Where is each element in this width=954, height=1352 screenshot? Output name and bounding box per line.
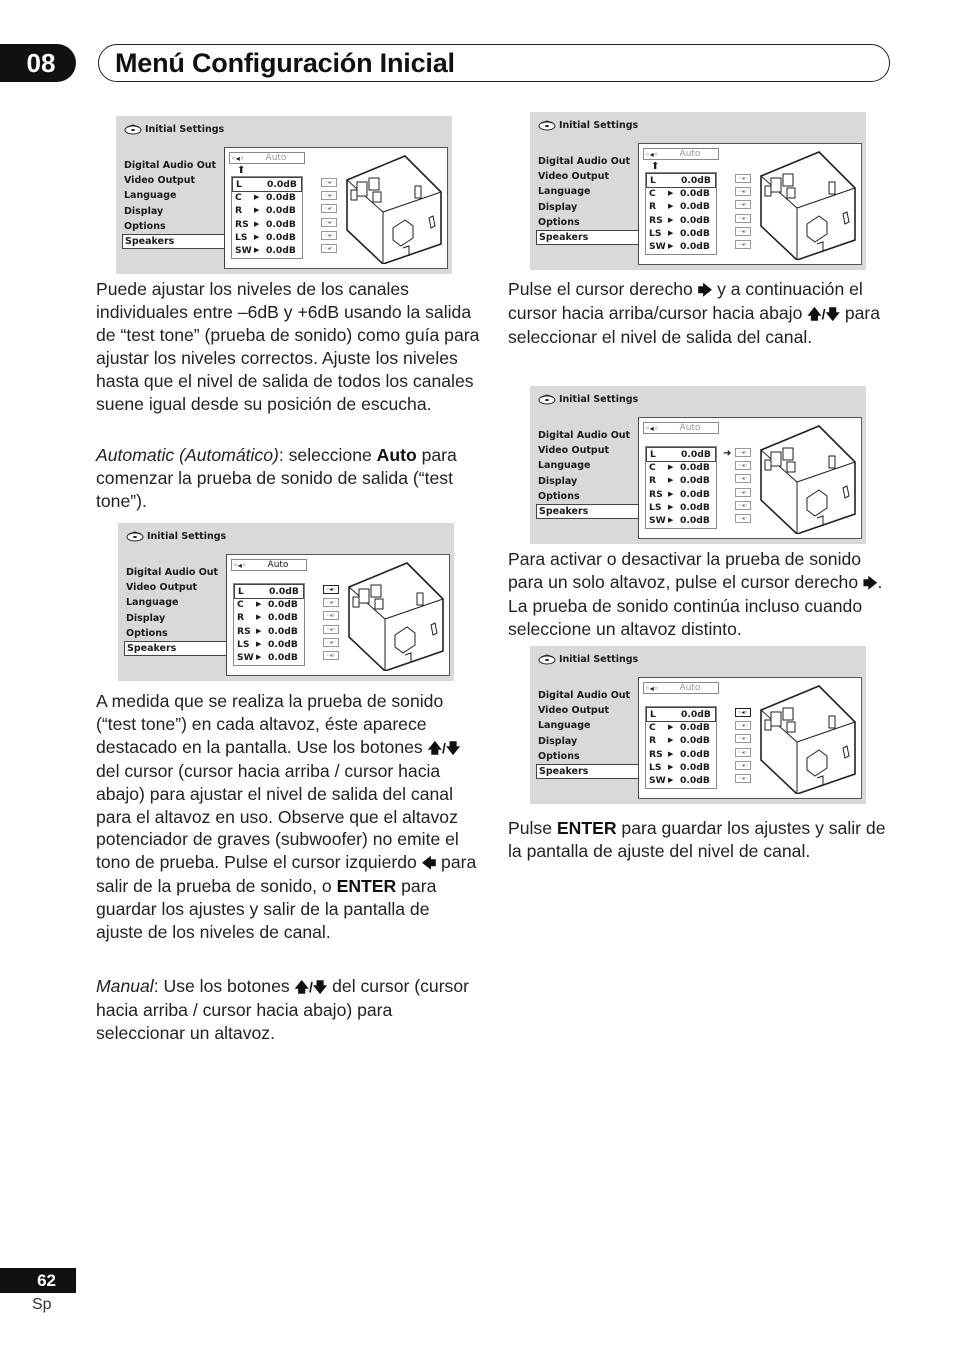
- auto-button[interactable]: [229, 152, 305, 164]
- menu-item[interactable]: Digital Audio Out: [538, 690, 631, 701]
- auto-label: Auto: [679, 149, 701, 159]
- menu-item[interactable]: Language: [538, 720, 591, 732]
- right-arrow-icon: ▶: [254, 193, 260, 202]
- channel-name: L: [650, 175, 656, 186]
- test-tone-toggle[interactable]: ◦◂◦: [735, 761, 751, 770]
- test-tone-toggle[interactable]: ◦◂◦: [321, 178, 337, 187]
- enter-keyword: ENTER: [336, 876, 397, 897]
- auto-button[interactable]: [231, 559, 307, 571]
- language-code: Sp: [32, 1296, 52, 1313]
- channel-name: RS: [649, 748, 663, 760]
- right-arrow-icon: ▶: [256, 613, 262, 622]
- right-arrow-icon: 🡆: [863, 574, 878, 591]
- test-tone-toggle[interactable]: ◦◂◦: [323, 651, 339, 660]
- channel-row[interactable]: [646, 774, 716, 787]
- channel-value: 0.0dB: [680, 774, 710, 786]
- menu-item[interactable]: Video Output: [538, 445, 610, 457]
- menu-item[interactable]: Video Output: [538, 171, 610, 183]
- test-tone-toggle[interactable]: ◦◂◦: [735, 227, 751, 236]
- test-tone-toggle[interactable]: ◦◂◦: [321, 244, 337, 253]
- test-tone-toggle[interactable]: ◦◂◦: [321, 231, 337, 240]
- intro-paragraph: Puede ajustar los niveles de los canales individuales entre –6dB y +6dB usando la salida de “test tone” (prueba de sonido) como guía para ajustar los niveles correctos. Ajuste los niveles hasta que el nivel de salida de todos los canales suene igual desde su posición de escucha.: [96, 279, 480, 414]
- channel-row[interactable]: [232, 244, 302, 257]
- channel-name: L: [238, 586, 244, 597]
- screen-title: [126, 531, 226, 542]
- right-arrow-icon: ▶: [256, 600, 262, 609]
- text: Pulse el cursor derecho: [508, 279, 698, 299]
- right-arrow-icon: ▶: [254, 232, 260, 241]
- screen-1: [116, 116, 452, 274]
- right-arrow-icon: ▶: [668, 202, 674, 211]
- channel-name: C: [237, 599, 244, 611]
- channel-value: 0.0dB: [680, 761, 710, 773]
- channel-row[interactable]: [646, 514, 716, 527]
- right-cursor-paragraph: [508, 278, 892, 349]
- channel-value: 0.0dB: [680, 514, 710, 526]
- channel-row[interactable]: [647, 448, 715, 461]
- screen-title: [538, 654, 638, 665]
- right-arrow-icon: ➜: [723, 448, 732, 459]
- channel-row[interactable]: [234, 611, 304, 624]
- channel-row[interactable]: [232, 191, 302, 204]
- channel-value: 0.0dB: [681, 709, 711, 720]
- right-arrow-icon: ▶: [668, 463, 674, 472]
- menu-item[interactable]: Speakers: [122, 234, 230, 249]
- test-tone-toggle[interactable]: ◦◂◦: [735, 501, 751, 510]
- channel-row[interactable]: [234, 598, 304, 611]
- channel-name: RS: [235, 218, 249, 230]
- text: : Use los botones: [153, 976, 295, 996]
- test-tone-toggle[interactable]: ◦◂◦: [321, 204, 337, 213]
- test-tone-toggle[interactable]: ◦◂◦: [735, 448, 751, 457]
- auto-label: Auto: [265, 153, 287, 163]
- screen-3: [530, 112, 866, 270]
- channel-list: [645, 172, 717, 255]
- channel-value: 0.0dB: [681, 449, 711, 460]
- screen-title-label: Initial Settings: [147, 531, 227, 542]
- auto-button[interactable]: [643, 148, 719, 160]
- test-tone-paragraph: [96, 690, 480, 944]
- channel-value: 0.0dB: [266, 244, 296, 256]
- channel-name: R: [237, 612, 245, 624]
- test-tone-toggle[interactable]: ◦◂◦: [735, 774, 751, 783]
- channel-name: LS: [649, 501, 662, 513]
- menu-item[interactable]: Language: [126, 597, 179, 609]
- test-tone-toggle[interactable]: ◦◂◦: [735, 488, 751, 497]
- auto-label: Auto: [679, 423, 701, 433]
- screen-title: [538, 394, 638, 405]
- channel-row[interactable]: [232, 231, 302, 244]
- channel-row[interactable]: [235, 585, 303, 598]
- toggle-paragraph: [508, 548, 892, 641]
- right-arrow-icon: ▶: [668, 736, 674, 745]
- automatic-label: Automatic (Automático): [96, 445, 279, 465]
- channel-value: 0.0dB: [266, 218, 296, 230]
- menu-item[interactable]: Language: [124, 190, 177, 202]
- channel-name: RS: [649, 488, 663, 500]
- menu-item[interactable]: Options: [538, 750, 580, 762]
- channel-value: 0.0dB: [680, 227, 710, 239]
- channel-row[interactable]: [647, 708, 715, 721]
- text: para salir de la prueba de sonido, o: [96, 852, 477, 897]
- settings-menu: [122, 158, 230, 249]
- channel-value: 0.0dB: [266, 231, 296, 243]
- channel-name: RS: [649, 214, 663, 226]
- channel-value: 0.0dB: [268, 599, 298, 611]
- settings-menu: [536, 154, 644, 245]
- channel-value: 0.0dB: [269, 586, 299, 597]
- channel-value: 0.0dB: [680, 462, 710, 474]
- manual-paragraph: [96, 975, 480, 1045]
- test-tone-toggle[interactable]: ◦◂◦: [735, 187, 751, 196]
- channel-value: 0.0dB: [268, 625, 298, 637]
- channel-row[interactable]: [234, 638, 304, 651]
- test-tone-toggle[interactable]: ◦◂◦: [735, 748, 751, 757]
- right-arrow-icon: ▶: [668, 241, 674, 250]
- speaker-icon: ◦◂◦: [233, 560, 247, 570]
- right-arrow-icon: ▶: [668, 723, 674, 732]
- right-arrow-icon: ▶: [668, 215, 674, 224]
- channel-row[interactable]: [647, 174, 715, 187]
- room-illustration-icon: [345, 559, 445, 671]
- page-title: Menú Configuración Inicial: [115, 47, 455, 78]
- speaker-panel: [638, 677, 862, 799]
- text: y a continuación el cursor hacia arriba/cursor hacia abajo: [508, 279, 863, 323]
- channel-row[interactable]: [232, 204, 302, 217]
- menu-item[interactable]: Display: [538, 735, 578, 747]
- menu-item[interactable]: Language: [538, 460, 591, 472]
- right-arrow-icon: ▶: [256, 626, 262, 635]
- title-box: [98, 44, 890, 82]
- channel-value: 0.0dB: [268, 638, 298, 650]
- room-illustration-icon: [757, 682, 857, 794]
- speaker-icon: ◦◂◦: [645, 423, 659, 433]
- screen-5: [530, 646, 866, 804]
- channel-row[interactable]: [646, 721, 716, 734]
- room-illustration-icon: [343, 152, 443, 264]
- menu-item[interactable]: Digital Audio Out: [126, 567, 219, 578]
- speaker-icon: ◦◂◦: [231, 153, 245, 163]
- channel-name: SW: [649, 240, 666, 252]
- disc-icon: [538, 394, 556, 405]
- channel-name: SW: [235, 244, 252, 256]
- menu-item[interactable]: Video Output: [126, 582, 198, 594]
- chapter-number: 08: [0, 44, 76, 82]
- channel-value: 0.0dB: [680, 501, 710, 513]
- menu-item[interactable]: Video Output: [124, 175, 196, 187]
- channel-name: C: [649, 722, 656, 734]
- settings-menu: [536, 688, 644, 779]
- test-tone-toggle[interactable]: ◦◂◦: [735, 514, 751, 523]
- text: para comenzar la prueba de sonido de salida (“test tone”).: [96, 445, 457, 511]
- screen-title-label: Initial Settings: [559, 120, 639, 131]
- auto-label: Auto: [679, 683, 701, 693]
- right-arrow-icon: ▶: [668, 189, 674, 198]
- speaker-icon: ◦◂◦: [645, 683, 659, 693]
- text: del cursor (cursor hacia arriba / cursor hacia abajo) para ajustar el nivel de salida del canal para el altavoz en uso. Observe que el altavoz potenciador de graves (subwoofer) no emite el tono de prueba. Pulse el cursor izquierdo: [96, 760, 459, 873]
- screen-title: [124, 124, 224, 135]
- speaker-panel: [638, 143, 862, 265]
- disc-icon: [126, 531, 144, 542]
- page-number: 62: [0, 1268, 76, 1293]
- channel-value: 0.0dB: [680, 735, 710, 747]
- right-arrow-icon: ▶: [256, 652, 262, 661]
- channel-name: C: [649, 188, 656, 200]
- menu-item[interactable]: Digital Audio Out: [538, 430, 631, 441]
- menu-item[interactable]: Display: [124, 205, 164, 217]
- text: A medida que se realiza la prueba de sonido (“test tone”) en cada altavoz, éste aparece destacado en la pantalla. Use los botones: [96, 691, 444, 757]
- channel-value: 0.0dB: [268, 651, 298, 663]
- channel-row[interactable]: [646, 227, 716, 240]
- channel-value: 0.0dB: [680, 488, 710, 500]
- manual-label: Manual: [96, 976, 154, 996]
- channel-value: 0.0dB: [268, 612, 298, 624]
- text: : seleccione: [278, 445, 377, 465]
- channel-row[interactable]: [646, 734, 716, 747]
- channel-row[interactable]: [646, 488, 716, 501]
- channel-name: LS: [649, 761, 662, 773]
- right-arrow-icon: ▶: [256, 639, 262, 648]
- save-paragraph: [508, 817, 892, 863]
- channel-row[interactable]: [233, 178, 301, 191]
- channel-name: L: [650, 449, 656, 460]
- test-tone-toggle[interactable]: ◦◂◦: [735, 734, 751, 743]
- screen-title: [538, 120, 638, 131]
- channel-value: 0.0dB: [680, 188, 710, 200]
- menu-item[interactable]: Speakers: [536, 504, 644, 519]
- menu-item[interactable]: Options: [124, 220, 166, 232]
- channel-list: [231, 176, 303, 259]
- right-arrow-icon: ▶: [668, 775, 674, 784]
- menu-item[interactable]: Video Output: [538, 705, 610, 717]
- settings-menu: [124, 565, 232, 656]
- menu-item[interactable]: Speakers: [124, 641, 232, 656]
- channel-name: SW: [237, 651, 254, 663]
- channel-row[interactable]: [646, 761, 716, 774]
- right-arrow-icon: [669, 448, 679, 461]
- channel-row[interactable]: [646, 474, 716, 487]
- test-tone-toggle[interactable]: ◦◂◦: [735, 174, 751, 183]
- up-arrow-icon: ⬆: [651, 161, 660, 172]
- test-tone-toggle[interactable]: ◦◂◦: [735, 240, 751, 249]
- channel-row[interactable]: [646, 240, 716, 253]
- automatic-paragraph: [96, 444, 480, 513]
- right-arrow-icon: [255, 178, 265, 191]
- menu-item[interactable]: Display: [538, 475, 578, 487]
- channel-value: 0.0dB: [680, 240, 710, 252]
- channel-value: 0.0dB: [681, 175, 711, 186]
- channel-name: L: [236, 179, 242, 190]
- channel-row[interactable]: [646, 461, 716, 474]
- test-tone-toggle[interactable]: ◦◂◦: [323, 585, 339, 594]
- text: del cursor (cursor hacia arriba / cursor hacia abajo) para seleccionar un altavoz.: [96, 976, 469, 1043]
- channel-name: C: [649, 462, 656, 474]
- channel-value: 0.0dB: [680, 722, 710, 734]
- screen-title-label: Initial Settings: [145, 124, 225, 135]
- test-tone-toggle[interactable]: ◦◂◦: [735, 474, 751, 483]
- right-arrow-icon: ▶: [668, 502, 674, 511]
- text: para guardar los ajustes y salir de la pantalla de ajuste de los niveles de canal.: [96, 876, 437, 943]
- channel-name: LS: [237, 638, 250, 650]
- right-arrow-icon: 🡆: [697, 282, 713, 298]
- right-arrow-icon: ▶: [668, 762, 674, 771]
- channel-name: SW: [649, 514, 666, 526]
- channel-row[interactable]: [646, 501, 716, 514]
- screen-title-label: Initial Settings: [559, 654, 639, 665]
- test-tone-toggle[interactable]: ◦◂◦: [321, 218, 337, 227]
- speaker-panel: [226, 554, 450, 676]
- menu-item[interactable]: Speakers: [536, 230, 644, 245]
- enter-keyword: ENTER: [556, 818, 617, 838]
- room-illustration-icon: [757, 148, 857, 260]
- channel-name: L: [650, 709, 656, 720]
- text: Para activar o desactivar la prueba de sonido para un solo altavoz, pulse el cursor derecho: [508, 549, 864, 592]
- auto-button[interactable]: [643, 682, 719, 694]
- text: . La prueba de sonido continúa incluso cuando seleccione un altavoz distinto.: [508, 571, 883, 639]
- channel-value: 0.0dB: [266, 192, 296, 204]
- channel-list: [645, 706, 717, 789]
- right-arrow-icon: [257, 585, 267, 598]
- test-tone-toggle[interactable]: ◦◂◦: [735, 461, 751, 470]
- channel-value: 0.0dB: [680, 201, 710, 213]
- menu-item[interactable]: Options: [126, 627, 168, 639]
- speaker-icon: ◦◂◦: [645, 149, 659, 159]
- test-tone-toggle[interactable]: ◦◂◦: [323, 638, 339, 647]
- test-tone-toggle[interactable]: ◦◂◦: [323, 625, 339, 634]
- channel-name: LS: [235, 231, 248, 243]
- channel-value: 0.0dB: [267, 179, 297, 190]
- channel-value: 0.0dB: [680, 475, 710, 487]
- channel-row[interactable]: [646, 200, 716, 213]
- channel-value: 0.0dB: [680, 748, 710, 760]
- test-tone-toggle[interactable]: ◦◂◦: [735, 200, 751, 209]
- right-arrow-icon: ▶: [668, 749, 674, 758]
- speaker-panel: [638, 417, 862, 539]
- disc-icon: [538, 654, 556, 665]
- channel-row[interactable]: [646, 214, 716, 227]
- channel-row[interactable]: [234, 625, 304, 638]
- right-arrow-icon: ▶: [254, 219, 260, 228]
- channel-row[interactable]: [646, 187, 716, 200]
- channel-row[interactable]: [234, 651, 304, 664]
- up-down-arrow-icon: 🡅/🡇: [807, 305, 840, 322]
- menu-item[interactable]: Language: [538, 186, 591, 198]
- settings-menu: [536, 428, 644, 519]
- channel-name: RS: [237, 625, 251, 637]
- right-arrow-icon: ▶: [254, 245, 260, 254]
- test-tone-toggle[interactable]: ◦◂◦: [323, 598, 339, 607]
- menu-item[interactable]: Display: [538, 201, 578, 213]
- right-arrow-icon: ▶: [668, 476, 674, 485]
- test-tone-toggle[interactable]: ◦◂◦: [735, 708, 751, 717]
- right-arrow-icon: ▶: [668, 228, 674, 237]
- channel-name: R: [649, 201, 657, 213]
- text: Pulse: [508, 818, 557, 838]
- speaker-panel: [224, 147, 448, 269]
- disc-icon: [124, 124, 142, 135]
- right-arrow-icon: ▶: [254, 206, 260, 215]
- up-down-arrow-icon: 🡅/🡇: [427, 739, 461, 756]
- menu-item[interactable]: Options: [538, 216, 580, 228]
- menu-item[interactable]: Digital Audio Out: [538, 156, 631, 167]
- channel-name: R: [649, 735, 657, 747]
- room-illustration-icon: [757, 422, 857, 534]
- auto-keyword: Auto: [376, 445, 417, 465]
- channel-list: [233, 583, 305, 666]
- menu-item[interactable]: Speakers: [536, 764, 644, 779]
- screen-title-label: Initial Settings: [559, 394, 639, 405]
- up-arrow-icon: ⬆: [237, 165, 246, 176]
- channel-value: 0.0dB: [266, 205, 296, 217]
- menu-item[interactable]: Display: [126, 612, 166, 624]
- text: para seleccionar el nivel de salida del canal.: [508, 302, 881, 347]
- channel-row[interactable]: [646, 748, 716, 761]
- menu-item[interactable]: Digital Audio Out: [124, 160, 217, 171]
- test-tone-toggle[interactable]: ◦◂◦: [735, 721, 751, 730]
- auto-label: Auto: [267, 560, 289, 570]
- test-tone-toggle[interactable]: ◦◂◦: [735, 214, 751, 223]
- menu-item[interactable]: Options: [538, 490, 580, 502]
- up-down-arrow-icon: 🡅/🡇: [294, 979, 328, 995]
- channel-name: R: [649, 475, 657, 487]
- channel-name: C: [235, 192, 242, 204]
- text: para guardar los ajustes y salir de la pantalla de ajuste del nivel de canal.: [508, 818, 886, 861]
- right-arrow-icon: ▶: [668, 515, 674, 524]
- channel-name: R: [235, 205, 243, 217]
- right-arrow-icon: ▶: [668, 489, 674, 498]
- channel-name: SW: [649, 774, 666, 786]
- channel-value: 0.0dB: [680, 214, 710, 226]
- auto-button[interactable]: [643, 422, 719, 434]
- channel-list: [645, 446, 717, 529]
- right-arrow-icon: [669, 708, 679, 721]
- disc-icon: [538, 120, 556, 131]
- screen-4: [530, 386, 866, 544]
- test-tone-toggle[interactable]: ◦◂◦: [323, 611, 339, 620]
- right-arrow-icon: [669, 174, 679, 187]
- test-tone-toggle[interactable]: ◦◂◦: [321, 191, 337, 200]
- channel-row[interactable]: [232, 218, 302, 231]
- channel-name: LS: [649, 227, 662, 239]
- left-arrow-icon: 🡄: [421, 855, 437, 872]
- screen-2: [118, 523, 454, 681]
